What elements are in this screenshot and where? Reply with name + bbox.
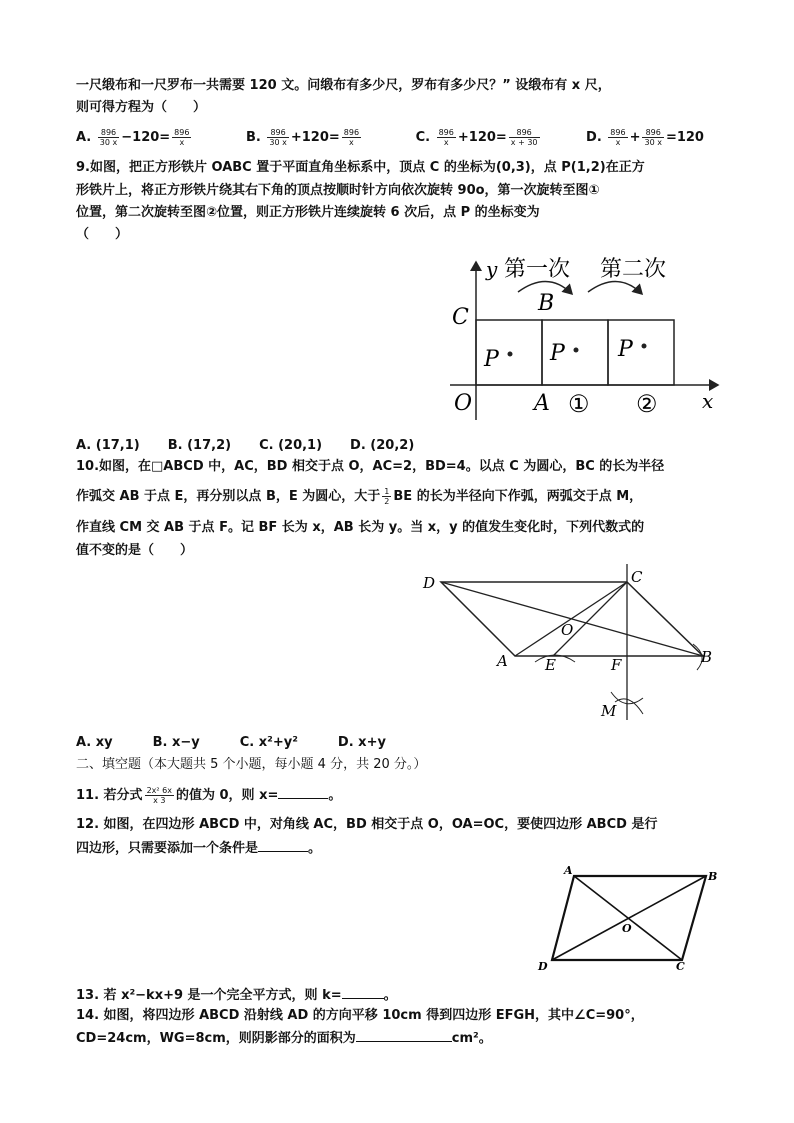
q9-option-c: C. (20,1) [259, 438, 323, 453]
q8-option-c: C. $\frac{896}{x}$ +120= $\frac{896}{x + 30}$ [415, 128, 538, 147]
label-first: 第一次 [504, 257, 571, 282]
section-heading: 二、填空题（本大题共 5 个小题，每小题 4 分，共 20 分。） [76, 757, 427, 772]
point-a-label: A [564, 864, 573, 877]
q12-line1: 12. 如图，在四边形 ABCD 中，对角线 AC，BD 相交于点 O，OA=OC，要使四边形 ABCD 是行 [76, 817, 658, 832]
point-b-label: B [538, 291, 555, 316]
fraction: $\frac{896}{30 x}$ [269, 128, 287, 147]
p-label-2: P [550, 341, 565, 366]
q9-option-d: D. (20,2) [350, 438, 415, 453]
point-o-label: O [622, 922, 632, 935]
x-label: x [702, 389, 714, 413]
point-a-label: A [497, 652, 508, 670]
q8-option-a: A. $\frac{896}{30 x}$ −120= $\frac{896}{x}$ [76, 128, 190, 147]
y-label: y [486, 257, 498, 281]
point-b-label: B [708, 870, 718, 883]
fraction: $\frac{896}{x + 30}$ [510, 128, 538, 147]
q12-figure [530, 862, 730, 974]
q10-line1: 10.如图，在□ABCD 中，AC，BD 相交于点 O，AC=2，BD=4。以点 C 为圆心，BC 的长为半径 [76, 459, 665, 474]
diagonal-ac [515, 582, 627, 656]
q10-option-b: B. x−y [152, 735, 200, 750]
diagonal-bd [552, 876, 706, 960]
p-label-1: P [484, 347, 499, 372]
point-m-label: M [601, 702, 617, 720]
circle-2-label: ② [636, 390, 658, 418]
fraction: $\frac{896}{30 x}$ [644, 128, 662, 147]
fraction: $\frac{896}{x}$ [438, 128, 454, 147]
q9-options [76, 436, 414, 456]
point-b-label: B [701, 648, 713, 666]
q9-line4: （ ） [76, 227, 129, 242]
fraction: $\frac{896}{30 x}$ [99, 128, 118, 147]
q8-option-d: D. $\frac{896}{x}$ + $\frac{896}{30 x}$ =120 [586, 128, 704, 147]
q9-option-b: B. (17,2) [167, 438, 232, 453]
p-label-3: P [618, 337, 633, 362]
q11: 11. 若分式 $\frac{\text{2x² 6x}}{x 3}$ 的值为 0，则 x= 。 [76, 786, 342, 805]
q9-line2: 形铁片上，将正方形铁片绕其右下角的顶点按顺时针方向依次旋转 90o，第一次旋转至图① [76, 183, 600, 198]
q12-answer-blank[interactable] [258, 837, 308, 852]
point-o-label: O [561, 621, 574, 639]
point-p-3 [642, 344, 647, 349]
fraction-half: $\frac{1}{2}$ [384, 487, 390, 506]
origin-label: O [454, 391, 473, 416]
q8-options [76, 128, 744, 148]
q8-option-b: B. $\frac{896}{30 x}$ +120= $\frac{896}{x}$ [245, 128, 360, 147]
point-a-label: A [534, 391, 550, 416]
q13-answer-blank[interactable] [342, 984, 384, 999]
q10-options [76, 733, 386, 753]
q8-line1: 一尺缎布和一尺罗布一共需要 120 文。问缎布有多少尺，罗布有多少尺？” 设缎布有 x 尺， [76, 78, 611, 93]
fraction: $\frac{896}{x}$ [343, 128, 360, 147]
point-d-label: D [423, 574, 436, 592]
fraction: $\frac{\text{2x² 6x}}{x 3}$ [146, 786, 172, 805]
q10-option-c: C. x²+y² [239, 735, 298, 750]
q10-option-d: D. x+y [337, 735, 386, 750]
circle-1-label: ① [568, 390, 590, 418]
point-c-label: C [676, 960, 685, 973]
q10-figure [415, 562, 725, 724]
point-p-1 [508, 352, 513, 357]
q9-option-a: A. (17,1) [76, 438, 140, 453]
point-c-label: C [452, 305, 469, 330]
point-f-label: F [611, 656, 622, 674]
fraction: $\frac{896}{x}$ [174, 128, 190, 147]
q10-line3: 作直线 CM 交 AB 于点 F。记 BF 长为 x，AB 长为 y。当 x，y 的值发生变化时，下列代数式的 [76, 520, 645, 535]
q9-line1: 9.如图，把正方形铁片 OABC 置于平面直角坐标系中，顶点 C 的坐标为(0,3)，点 P(1,2)在正方 [76, 160, 645, 175]
q10-line2: 作弧交 AB 于点 E，再分别以点 B，E 为圆心，大于 $\frac{1}{2}$ BE 的长为半径向下作弧，两弧交于点 M， [76, 487, 643, 506]
rotation-arrow-2 [588, 281, 642, 294]
q10-option-a: A. xy [76, 735, 113, 750]
fraction: $\frac{896}{x}$ [610, 128, 626, 147]
q13: 13. 若 x²−kx+9 是一个完全平方式，则 k= 。 [76, 984, 397, 1006]
point-d-label: D [538, 960, 548, 973]
q12-line2: 四边形，只需要添加一个条件是 。 [76, 837, 321, 859]
q9-line3: 位置，第二次旋转至图②位置，则正方形铁片连续旋转 6 次后，点 P 的坐标变为 [76, 205, 540, 220]
q14-line1: 14. 如图，将四边形 ABCD 沿射线 AD 的方向平移 10cm 得到四边形 EFGH，其中∠C=90°， [76, 1008, 644, 1023]
q9-figure [440, 250, 730, 430]
q14-line2: CD=24cm，WG=8cm，则阴影部分的面积为 cm²。 [76, 1027, 492, 1049]
q10-line4: 值不变的是（ ） [76, 543, 194, 558]
point-e-label: E [545, 656, 556, 674]
point-c-label: C [631, 568, 643, 586]
segment-ce [553, 582, 627, 656]
q8-line2: 则可得方程为（ ） [76, 100, 207, 115]
point-p-2 [574, 348, 579, 353]
label-second: 第二次 [600, 257, 667, 282]
q14-answer-blank[interactable] [356, 1027, 452, 1042]
q11-answer-blank[interactable] [278, 784, 328, 799]
